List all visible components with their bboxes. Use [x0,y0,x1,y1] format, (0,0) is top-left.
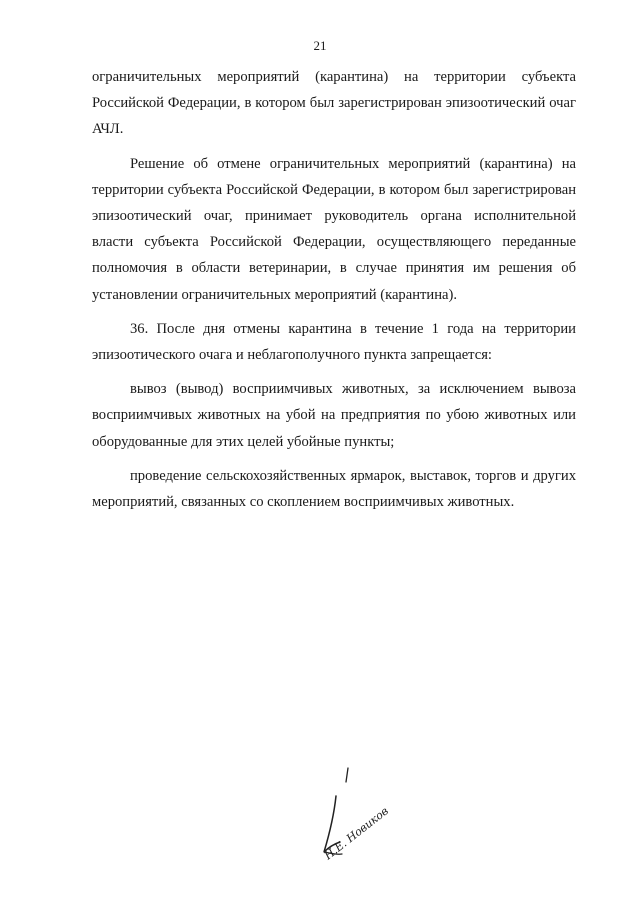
handwritten-signature [300,760,410,870]
page-number: 21 [313,38,327,53]
paragraph-decision: Решение об отмене ограничительных мероприятий (карантина) на территории субъекта Российской Федерации, в котором был зарегистрирован эпизоотический очаг, принимает руководитель органа исполнительной власти субъекта Российской Федерации, осуществляющего переданные полномочия в области ветеринарии, в случае принятия им решения об установлении ограничительных мероприятий (карантина). [92,155,576,303]
paragraph-item-36: 36. После дня отмены карантина в течение 1 года на территории эпизоотического очага и неблагополучного пункта запрещается: [92,320,576,364]
signature-drawing [300,760,410,870]
paragraph-prohibition-fairs: проведение сельскохозяйственных ярмарок, выставок, торгов и других мероприятий, связанных со скоплением восприимчивых животных. [92,467,576,511]
signature-text: Н.Е. Новиков [321,804,391,863]
document-body [92,64,576,523]
paragraph-continuation: ограничительных мероприятий (карантина) на территории субъекта Российской Федерации, в котором был зарегистрирован эпизоотический очаг АЧЛ. [92,69,576,138]
paragraph-prohibition-export: вывоз (вывод) восприимчивых животных, за исключением вывоза восприимчивых животных на убой на предприятия по убою животных или оборудованные для этих целей убойные пункты; [92,381,576,450]
